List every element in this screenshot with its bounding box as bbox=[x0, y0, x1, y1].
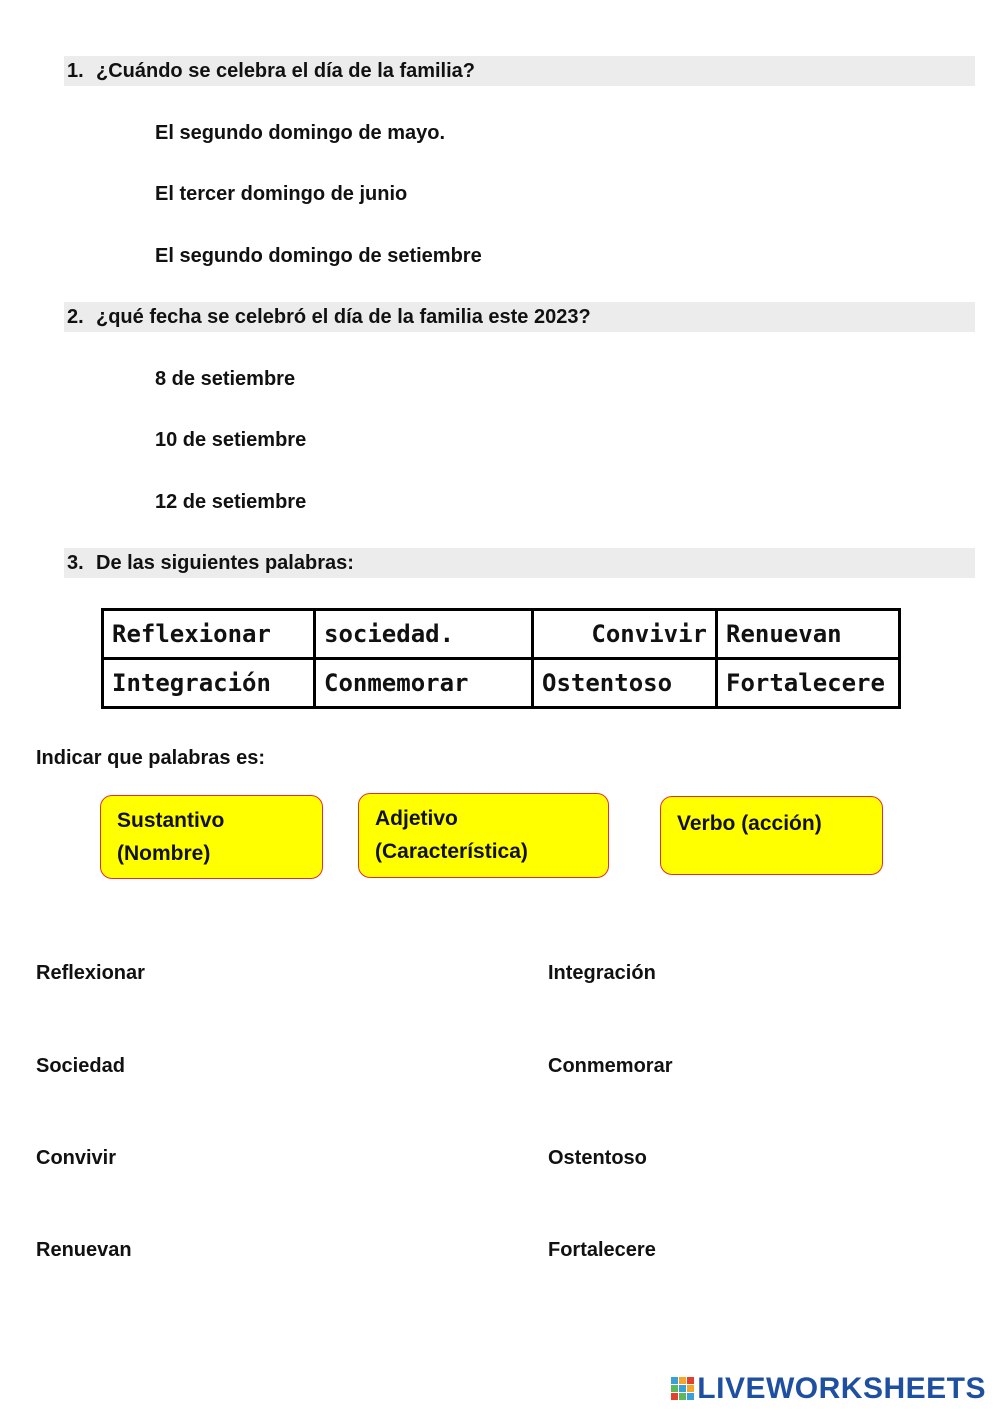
q1-option-2[interactable]: El tercer domingo de junio bbox=[155, 183, 408, 205]
classify-word-left-2[interactable]: Sociedad bbox=[36, 1055, 125, 1077]
word-table-row bbox=[103, 659, 900, 708]
word-table bbox=[101, 608, 901, 709]
liveworksheets-grid-icon bbox=[671, 1377, 695, 1401]
word-cell: Reflexionar bbox=[103, 610, 315, 659]
q2-option-1[interactable]: 8 de setiembre bbox=[155, 368, 296, 390]
classify-word-right-3[interactable]: Ostentoso bbox=[548, 1147, 647, 1169]
question-1-text: ¿Cuándo se celebra el día de la familia? bbox=[96, 60, 476, 82]
q2-option-3[interactable]: 12 de setiembre bbox=[155, 491, 307, 513]
word-cell: Renuevan bbox=[717, 610, 900, 659]
q1-option-3[interactable]: El segundo domingo de setiembre bbox=[155, 245, 482, 267]
verbo-box[interactable] bbox=[660, 796, 883, 875]
adjetivo-label: Adjetivo bbox=[375, 807, 458, 830]
classify-word-left-3[interactable]: Convivir bbox=[36, 1147, 117, 1169]
word-cell: Integración bbox=[103, 659, 315, 708]
sustantivo-box[interactable] bbox=[100, 795, 323, 879]
word-table-row bbox=[103, 610, 900, 659]
sustantivo-sublabel: (Nombre) bbox=[117, 842, 211, 865]
classify-word-left-4[interactable]: Renuevan bbox=[36, 1239, 132, 1261]
word-cell: Ostentoso bbox=[533, 659, 717, 708]
classify-word-left-1[interactable]: Reflexionar bbox=[36, 962, 145, 984]
question-3-number: 3. bbox=[67, 552, 84, 574]
word-cell: Conmemorar bbox=[315, 659, 533, 708]
word-cell: sociedad. bbox=[315, 610, 533, 659]
word-cell: Fortalecere bbox=[717, 659, 900, 708]
q1-option-1[interactable]: El segundo domingo de mayo. bbox=[155, 122, 446, 144]
question-2-text: ¿qué fecha se celebró el día de la familia este 2023? bbox=[96, 306, 591, 328]
classify-word-right-1[interactable]: Integración bbox=[548, 962, 656, 984]
q2-option-2[interactable]: 10 de setiembre bbox=[155, 429, 307, 451]
liveworksheets-logo-text: LIVEWORKSHEETS bbox=[697, 1372, 986, 1405]
classify-word-right-4[interactable]: Fortalecere bbox=[548, 1239, 656, 1261]
verbo-label: Verbo (acción) bbox=[677, 812, 822, 835]
question-2-number: 2. bbox=[67, 306, 84, 328]
question-3-text: De las siguientes palabras: bbox=[96, 552, 354, 574]
liveworksheets-logo bbox=[671, 1372, 986, 1406]
question-3-bar bbox=[64, 548, 975, 578]
question-1-bar bbox=[64, 56, 975, 86]
word-cell: Convivir bbox=[533, 610, 717, 659]
instruction-text: Indicar que palabras es: bbox=[36, 747, 265, 769]
question-2-bar bbox=[64, 302, 975, 332]
adjetivo-sublabel: (Característica) bbox=[375, 840, 528, 863]
sustantivo-label: Sustantivo bbox=[117, 809, 225, 832]
adjetivo-box[interactable] bbox=[358, 793, 609, 878]
question-1-number: 1. bbox=[67, 60, 84, 82]
classify-word-right-2[interactable]: Conmemorar bbox=[548, 1055, 673, 1077]
